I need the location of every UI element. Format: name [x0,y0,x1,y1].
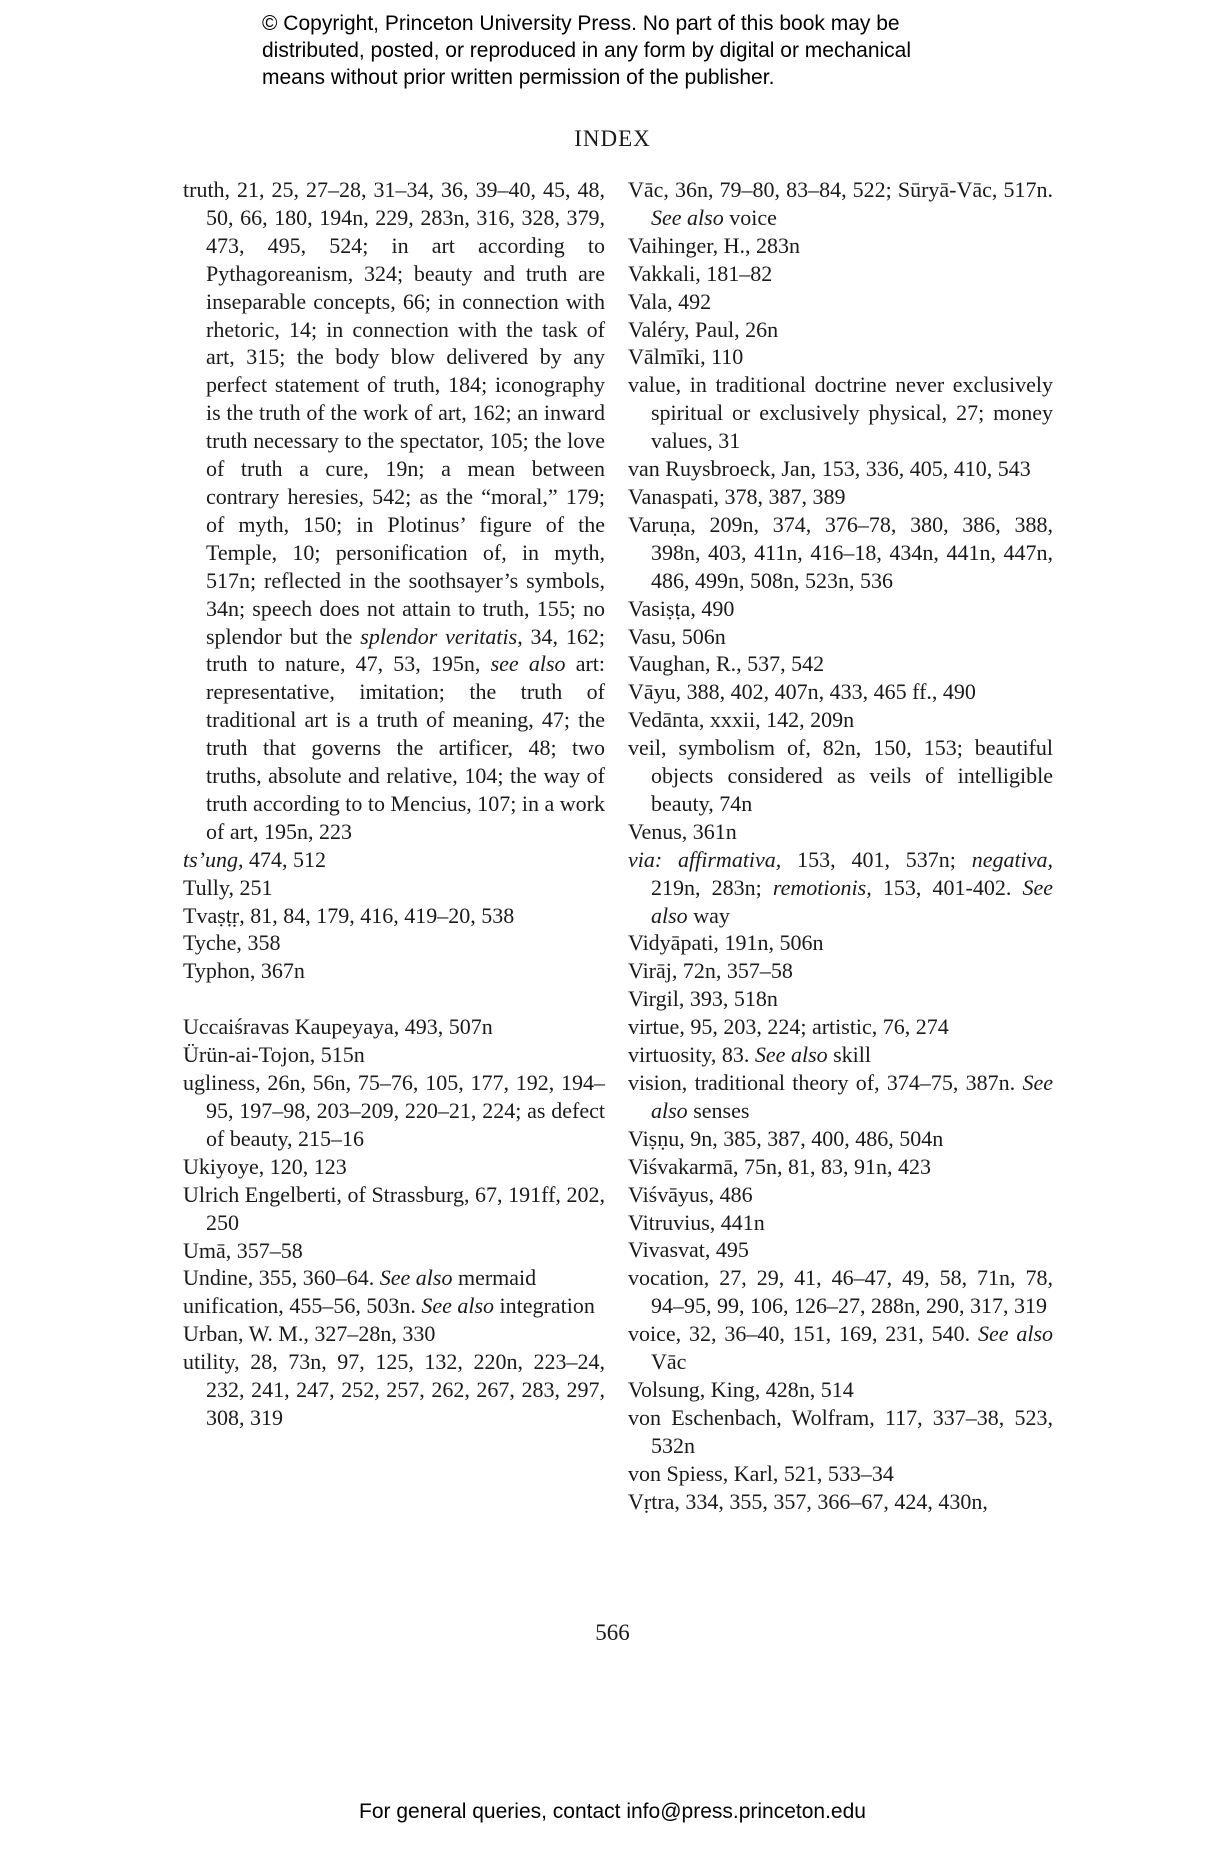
index-entry-vala [628,288,1053,316]
entry-locators: 251 [233,874,273,900]
index-entry-visvayus [628,1181,1053,1209]
index-entry-value [628,371,1053,455]
index-entry-undine [183,1264,605,1292]
entry-headword: van Ruysbroeck, Jan, [628,456,817,482]
entry-headword: Umā, [183,1237,232,1263]
entry-locators: 32, 36–40, 151, 169, 231, 540. [681,1321,971,1347]
entry-locators: 428n, 514 [760,1376,854,1402]
entry-headword: Vitruvius, [628,1209,716,1235]
entry-headword: value, [628,372,682,398]
copyright-notice [262,10,1022,91]
entry-locators: 283n [750,232,801,258]
footer-contact: For general queries, contact info@press.princeton.edu [359,1800,866,1823]
entry-headword: Uccaiśravas Kaupeyaya, [183,1014,400,1040]
entry-locators: 334, 355, 357, 366–67, 424, 430n, [679,1488,988,1514]
entry-locators: , 34, 162; truth to nature, 47, 53, 195n, [206,623,605,677]
copyright-line-1: © Copyright, Princeton University Press. No part of this book may be [262,12,900,35]
entry-headword: via: [628,846,663,872]
index-entry-tyche [183,929,605,957]
index-entry-urban [183,1320,605,1348]
entry-locators: 9n, 385, 387, 400, 486, 504n [684,1125,944,1151]
index-entry-urun-ai-tojon [183,1041,605,1069]
entry-locators: 117, 337–38, 523, 532n [651,1404,1054,1458]
entry-headword: Virāj, [628,958,678,984]
entry-headword: Vālmīki, [628,344,706,370]
index-entry-von-eschenbach [628,1404,1053,1460]
entry-locators: 219n, 283n; [651,874,773,900]
entry-headword: Viṣṇu, [628,1125,685,1151]
cross-reference-target: way [687,902,730,928]
entry-locators: 506n [676,623,726,649]
index-entry-varuna [628,511,1053,595]
index-entry-vayu [628,678,1053,706]
index-entry-vac [628,176,1053,232]
index-entry-ulrich-engelberti [183,1181,605,1237]
index-entry-vocation [628,1264,1053,1320]
index-entry-utility [183,1348,605,1432]
entry-locators: 493, 507n [399,1014,493,1040]
entry-locators: 474, 512 [243,846,326,872]
entry-locators: 492 [672,288,712,314]
entry-headword: ugliness, [183,1070,261,1096]
entry-headword: virtue, [628,1014,685,1040]
index-entry-vitruvius [628,1209,1053,1237]
entry-locators: 95, 203, 224; artistic, 76, 274 [684,1014,949,1040]
entry-locators: 357–58 [231,1237,303,1263]
entry-locators: 181–82 [700,260,773,286]
entry-locators: symbolism of, 82n, 150, 153; beautiful objects considered as veils of intelligible beauty, 74n [651,735,1053,816]
index-entry-vanaspati [628,483,1053,511]
entry-locators: 495 [710,1237,749,1263]
entry-headword: vocation, [628,1265,710,1291]
index-entry-vaughan [628,650,1053,678]
cross-reference-label: See also [651,874,1053,928]
index-entry-van-ruysbroeck [628,455,1053,483]
index-column-left [183,176,605,1432]
running-head: INDEX [574,126,651,151]
entry-headword: Urban, W. M., [183,1321,309,1347]
cross-reference-target: senses [687,1097,750,1123]
entry-locators: 358 [241,930,281,956]
entry-headword: unification, [183,1293,284,1319]
entry-headword: truth, [183,177,231,202]
index-entry-viraj [628,957,1053,985]
entry-headword: Vidyāpati, [628,930,719,956]
entry-locators: 378, 387, 389 [719,483,846,509]
index-entry-vision [628,1069,1053,1125]
entry-locators: in traditional doctrine never exclusively spiritual or exclusively physical, 27; money values, 31 [651,372,1053,454]
entry-locators: 537, 542 [741,651,825,677]
entry-headword: Volsung, King, [628,1376,761,1402]
cross-reference-target: voice [723,204,777,230]
entry-headword: voice, [628,1321,682,1347]
entry-locators: 72n, 357–58 [677,958,793,984]
cross-reference-label: See also [651,1070,1054,1123]
cross-reference-label: see also [490,651,566,677]
index-entry-vakkali [628,260,1053,288]
cross-reference-label: See also [651,204,724,230]
entry-subterm: negativa, [971,846,1053,872]
entry-locators: 521, 533–34 [778,1460,894,1486]
entry-locators: 153, 401-402. [871,874,1023,900]
entry-headword: virtuosity, [628,1042,717,1068]
index-entry-unification [183,1292,605,1320]
entry-headword: Vivasvat, [628,1237,711,1263]
entry-locators: 81, 84, 179, 416, 419–20, 538 [244,902,515,928]
entry-locators: 153, 401, 537n; [781,846,972,872]
index-entry-via [628,846,1053,930]
index-entry-vedanta [628,706,1053,734]
entry-subterm: affirmativa, [678,846,782,872]
index-entry-ugliness [183,1069,605,1153]
index-entry-vasu [628,623,1053,651]
entry-headword: Vaughan, R., [628,651,742,677]
index-entry-valery [628,316,1053,344]
index-entry-volsung [628,1376,1053,1404]
entry-headword: veil, [628,735,667,761]
index-entry-vidyapati [628,929,1053,957]
entry-headword: Ukiyoye, [183,1153,265,1179]
entry-headword: Ulrich Engelberti, of Strassburg, [183,1181,470,1207]
entry-locators: 110 [705,344,744,370]
cross-reference-label: See also [379,1265,453,1291]
entry-headword: Typhon, [183,958,256,984]
index-entry-truth [183,176,605,846]
index-entry-visvakarma [628,1153,1053,1181]
entry-headword: Viśvāyus, [628,1181,715,1207]
cross-reference-target: integration [494,1293,595,1319]
entry-headword: Ürün-ai-Tojon, [183,1042,316,1068]
index-entry-virtuosity [628,1041,1053,1069]
entry-italic-term: splendor veritatis [360,623,518,649]
entry-headword: Vakkali, [628,260,701,286]
entry-headword: ts’ung, [183,846,244,872]
entry-locators: 120, 123 [264,1153,347,1179]
entry-locators: traditional theory of, 374–75, 387n. [687,1070,1016,1095]
index-entry-von-spiess [628,1460,1053,1488]
entry-locators: xxxii, 142, 209n [704,707,855,733]
entry-locators: 388, 402, 407n, 433, 465 ff., 490 [681,679,976,705]
entry-headword: Vāc, [628,177,669,202]
entry-headword: Venus, [628,818,688,844]
index-entry-visnu [628,1125,1053,1153]
entry-locators: 490 [695,595,735,621]
index-entry-vivasvat [628,1236,1053,1264]
entry-headword: Virgil, [628,986,685,1012]
entry-locators: art: representative, imitation; the truth of traditional art is a truth of meaning, 47; the truth that governs the artificer, 48; two truths, absolute and relative, 104; the way of truth according to to Mencius, 107; in a work of art, 195n, 223 [206,651,606,844]
index-entry-virtue [628,1013,1053,1041]
cross-reference-label: See also [977,1321,1054,1347]
entry-headword: vision, [628,1070,688,1095]
entry-headword: Vaihinger, H., [628,232,751,258]
entry-headword: Tvaṣṭṛ, [183,902,245,928]
page-number: 566 [595,1620,630,1645]
entry-headword: Tully, [183,874,234,900]
entry-headword: Vanaspati, [628,483,720,509]
entry-headword: Vasu, [628,623,677,649]
index-entry-valmiki [628,343,1053,371]
entry-locators: 83. [716,1042,750,1068]
entry-locators: 27, 29, 41, 46–47, 49, 58, 71n, 78, 94–95, 99, 106, 126–27, 288n, 290, 317, 319 [651,1265,1053,1319]
entry-locators: 26n, 56n, 75–76, 105, 177, 192, 194–95, 197–98, 203–209, 220–21, 224; as defect of beauty, 215–16 [206,1070,605,1151]
entry-locators: 355, 360–64. [253,1265,375,1291]
entry-locators: 327–28n, 330 [308,1321,436,1347]
index-entry-uma [183,1237,605,1265]
entry-locators: 486 [714,1181,753,1207]
entry-locators: 455–56, 503n. [283,1293,416,1319]
copyright-line-2: distributed, posted, or reproduced in any form by digital or mechanical [262,39,912,62]
index-entry-tully [183,874,605,902]
cross-reference-target: skill [827,1042,872,1068]
entry-headword: Vala, [628,288,673,314]
index-entry-veil [628,734,1053,818]
entry-locators: 75n, 81, 83, 91n, 423 [738,1153,931,1179]
entry-locators: 21, 25, 27–28, 31–34, 36, 39–40, 45, 48, 50, 66, 180, 194n, 229, 283n, 316, 328, 379, 473, 495, 524; in art according to Pythagoreanism, 324; beauty and truth are inseparable concepts, 66; in connection with rhetoric, 14; in connection with the task of art, 315; the body blow delivered by any perfect statement of truth, 184; iconography is the truth of the work of art, 162; an inward truth necessary to the spectator, 105; the love of truth a cure, 19n; a mean between contrary heresies, 542; as the “moral,” 179; of myth, 150; in Plotinus’ figure of the Temple, 10; personification of, in myth, 517n; reflected in the soothsayer’s symbols, 34n; speech does not attain to truth, 155; no splendor but the [206,177,605,649]
entry-locators: 28, 73n, 97, 125, 132, 220n, 223–24, 232, 241, 247, 252, 257, 262, 267, 283, 297, 308, 319 [206,1349,605,1430]
index-entry-uccaisravas [183,1013,605,1041]
entry-locators: 26n [739,316,779,342]
entry-headword: Vasiṣṭa, [628,595,696,621]
index-column-right [628,176,1053,1516]
entry-locators: 361n [687,818,737,844]
entry-locators: 191n, 506n [718,930,824,956]
entry-locators: 441n [715,1209,765,1235]
entry-headword: Vāyu, [628,679,682,705]
index-entry-vasista [628,595,1053,623]
index-entry-voice [628,1320,1053,1376]
index-entry-tvastr [183,902,605,930]
index-entry-typhon [183,957,605,985]
entry-headword: Vṛtra, [628,1488,680,1514]
index-entry-vaihinger [628,232,1053,260]
cross-reference-target: mermaid [452,1265,537,1291]
entry-headword: Vedānta, [628,707,705,733]
entry-headword: Tyche, [183,930,242,956]
entry-subterm: remotionis, [772,874,872,900]
entry-locators: 367n [255,958,305,984]
entry-headword: Viśvakarmā, [628,1153,739,1179]
cross-reference-label: See also [421,1293,495,1319]
entry-locators: 393, 518n [684,986,778,1012]
entry-locators: 515n [315,1042,365,1068]
entry-headword: utility, [183,1349,240,1375]
index-entry-ukiyoye [183,1153,605,1181]
index-entry-venus [628,818,1053,846]
cross-reference-target: Vāc [651,1349,687,1375]
entry-headword: von Eschenbach, Wolfram, [628,1404,875,1430]
index-entry-vrtra [628,1488,1053,1516]
entry-headword: Valéry, Paul, [628,316,740,342]
entry-headword: Undine, [183,1265,254,1291]
entry-locators: 209n, 374, 376–78, 380, 386, 388, 398n, 403, 411n, 416–18, 434n, 441n, 447n, 486, 499n, 508n, 523n, 536 [651,511,1053,593]
entry-headword: von Spiess, Karl, [628,1460,779,1486]
entry-locators: 153, 336, 405, 410, 543 [816,456,1031,482]
index-entry-tsung [183,846,605,874]
copyright-line-3: means without prior written permission of the publisher. [262,66,775,89]
index-entry-virgil [628,985,1053,1013]
entry-locators: 67, 191ff, 202, 250 [206,1181,605,1235]
entry-headword: Varuṇa, [628,511,696,537]
cross-reference-label: See also [754,1042,828,1068]
entry-locators: 36n, 79–80, 83–84, 522; Sūryā-Vāc, 517n. [668,177,1053,202]
